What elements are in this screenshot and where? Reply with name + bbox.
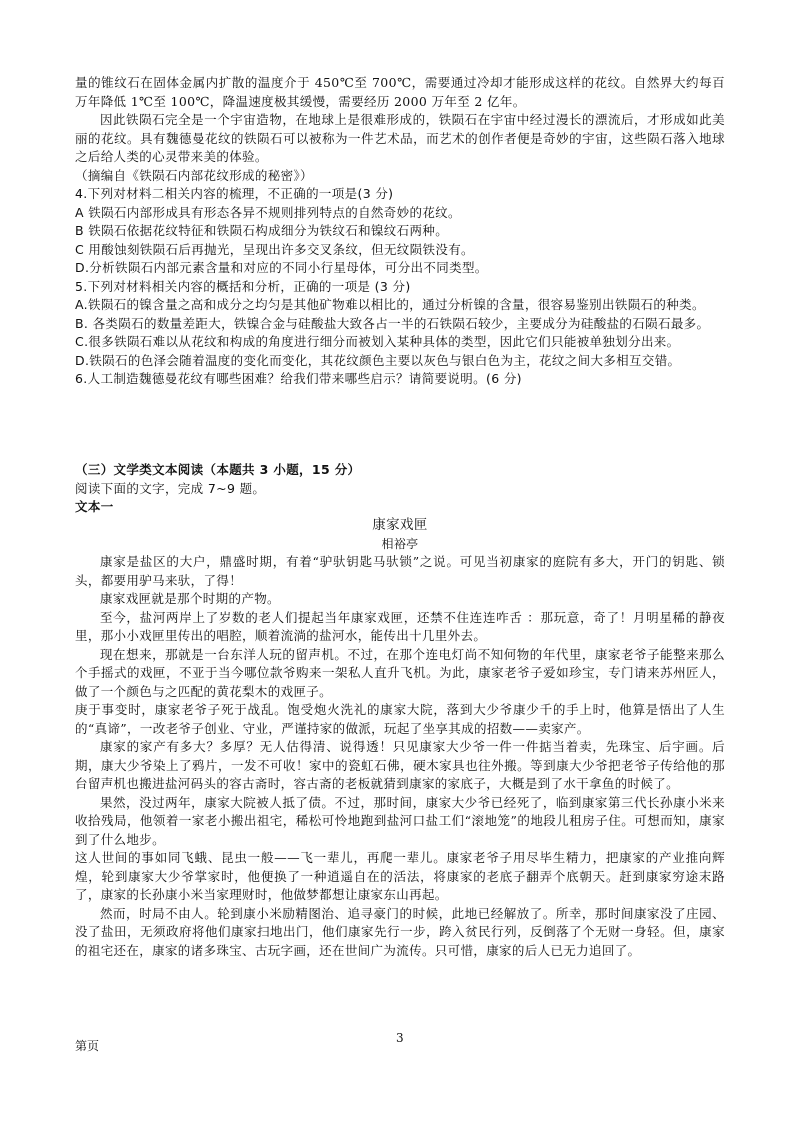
story-paragraph: 现在想来，那就是一台东洋人玩的留声机。不过，在那个连电灯尚不知何物的年代里，康家老爷子能整来那么个手摇式的戏匣，不亚于当今哪位款爷购来一架私人直升飞机。为此，康家老爷子爱如珍宝，专门请来苏州匠人，做了一个颜色与之匹配的黄花梨木的戏匣子。 (75, 646, 725, 699)
option-4b: B 铁陨石依据花纹特征和铁陨石构成细分为铁纹石和镍纹石两种。 (75, 223, 449, 238)
page-number: 3 (396, 1031, 404, 1045)
paragraph: 量的锥纹石在固体金属内扩散的温度介于 450℃至 700℃，需要通过冷却才能形成这样的花纹。自然界大约每百万年降低 1℃至 100℃，降温速度极其缓慢，需要经历 2000 万年至 2 亿年。 (75, 75, 725, 109)
question-4: 4.下列对材料二相关内容的梳理，不正确的一项是(3 分) (75, 186, 394, 201)
option-5b: B. 各类陨石的数量差距大，铁镍合金与硅酸盐大致各占一半的石铁陨石较少，主要成分为硅酸盐的石陨石最多。 (75, 315, 710, 331)
material-two-ending (75, 74, 725, 185)
story-title: 康家戏匣 (372, 517, 428, 533)
option-5d: D.铁陨石的色泽会随着温度的变化而变化，其花纹颜色主要以灰色与银白色为主，花纹之间大多相互交错。 (75, 352, 681, 368)
story-paragraph: 康家戏匣就是那个时期的产物。 (100, 591, 280, 606)
option-5a: A.铁陨石的镍含量之高和成分之均匀是其他矿物难以相比的，通过分析镍的含量，很容易鉴别出铁陨石的种类。 (75, 297, 705, 312)
story-paragraph: 然而，时局不由人。轮到康小米励精图治、追寻豪门的时候，此地已经解放了。所幸，那时间康家没了庄园、没了盐田，无须政府将他们康家扫地出门，他们康家先行一步，跨入贫民行列，反倒落了个无财一身轻。但，康家的祖宅还在，康家的诸多珠宝、古玩字画，还在世间广为流传。只可惜，康家的后人已无力追回了。 (75, 905, 725, 958)
story-paragraph: 庚于事变时，康家老爷子死于战乱。饱受炮火洗礼的康家大院，落到大少爷康少千的手上时，他算是悟出了人生的“真谛”，一改老爷子创业、守业，严谨持家的做派，玩起了坐享其成的招数——卖家产。 (75, 702, 725, 736)
story-body (75, 553, 725, 960)
section-heading: （三）文学类文本阅读（本题共 3 小题，15 分） (75, 462, 361, 477)
question-list (75, 185, 725, 389)
story-paragraph: 至今，盐河两岸上了岁数的老人们提起当年康家戏匣，还禁不住连连咋舌 ：那玩意，奇了！月明星稀的静夜里，那小小戏匣里传出的唱腔，顺着流淌的盐河水，能传出十几里外去。 (75, 609, 725, 643)
question-5: 5.下列对材料相关内容的概括和分析，正确的一项是 (3 分) (75, 278, 411, 294)
story-paragraph: 果然，没过两年，康家大院被人抵了债。不过，那时间，康家大少爷已经死了，临到康家第三代长孙康小米来收拾残局，他领着一家老小搬出祖宅，稀松可怜地跑到盐河口盐工们“滚地笼”的地段儿租房子住。可想而知，康家到了什么地步。 (75, 794, 725, 847)
story-paragraph: 康家的家产有多大？多厚？无人估得清、说得透！只见康家大少爷一件一件掂当着卖，先珠宝、后宇画。后期，康大少爷染上了鸦片，一发不可收！家中的瓷虹石佛，硬木家具也往外搬。等到康大少爷把老爷子传给他的那台留声机也搬进盐河码头的容古斋时，容古斋的老板就猜到康家的家底子，大概是到了水干拿鱼的时候了。 (75, 739, 725, 791)
story-author: 相裕亭 (381, 536, 419, 551)
footer-page-label: 第页 (75, 1039, 100, 1053)
section-three-header (75, 461, 725, 517)
story-paragraph: 这人世间的事如同飞蛾、昆虫一般——飞一辈儿，再爬一辈儿。康家老爷子用尽毕生精力，把康家的产业推向辉煌，轮到康家大少爷掌家时，他便换了一种逍遥自在的活法，将康家的老底子翻弄个底朝天。赶到康家穷途末路了，康家的长孙康小米当家理财时，他做梦都想让康家东山再起。 (75, 850, 725, 902)
story (75, 516, 725, 960)
option-4a: A 铁陨石内部形成具有形态各异不规则排列特点的自然奇妙的花纹。 (75, 204, 461, 220)
source-citation: （摘编自《铁陨石内部花纹形成的秘密》） (75, 167, 313, 183)
paragraph: 因此铁陨石完全是一个宇宙造物，在地球上是很难形成的，铁陨石在宇宙中经过漫长的漂流后，才形成如此美丽的花纹。具有魏德曼花纹的铁陨石可以被称为一件艺术品，而艺术的创作者便是奇妙的宇宙，这些陨石落入地球之后给人类的心灵带来美的体验。 (75, 112, 725, 164)
option-5c: C.很多铁陨石难以从花纹和构成的角度进行细分而被划入某种具体的类型，因此它们只能被单独划分出来。 (75, 334, 680, 349)
text-label: 文本一 (75, 499, 114, 514)
option-4c: C 用酸蚀刻铁陨石后再抛光，呈现出许多交叉条纹，但无纹陨铁没有。 (75, 241, 474, 257)
question-6: 6.人工制造魏德曼花纹有哪些困难？给我们带来哪些启示？请简要说明。(6 分) (75, 371, 522, 386)
section-instruction: 阅读下面的文字，完成 7~9 题。 (75, 480, 266, 496)
option-4d: D.分析铁陨石内部元素含量和对应的不同小行星母体，可分出不同类型。 (75, 260, 488, 275)
story-paragraph: 康家是盐区的大户，鼎盛时期，有着“驴驮钥匙马驮锁”之说。可见当初康家的庭院有多大，开门的钥匙、锁头，都要用驴马来驮，了得！ (75, 554, 725, 588)
